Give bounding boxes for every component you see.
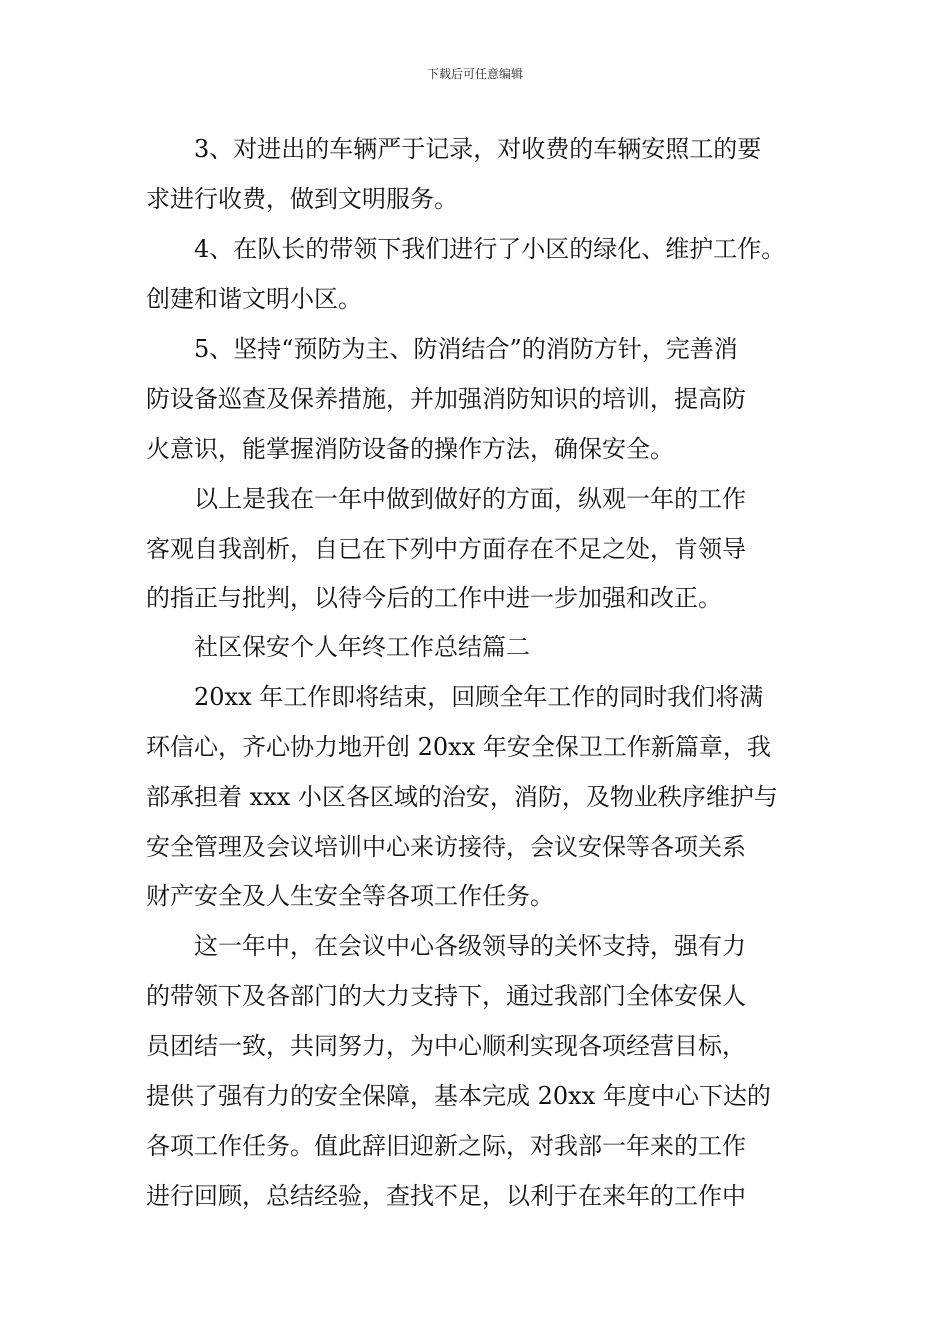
text-line: 部承担着 xxx 小区各区域的治安，消防，及物业秩序维护与 [146, 783, 778, 811]
text-line: 防设备巡查及保养措施，并加强消防知识的培训，提高防 [146, 385, 746, 413]
text-line: 员团结一致，共同努力，为中心顺利实现各项经营目标， [146, 1032, 746, 1060]
text-line: 环信心，齐心协力地开创 20xx 年安全保卫工作新篇章，我 [146, 733, 771, 761]
text-line: 火意识，能掌握消防设备的操作方法，确保安全。 [146, 435, 674, 463]
text-line: 财产安全及人生安全等各项工作任务。 [146, 882, 554, 910]
text-line: 的指正与批判，以待今后的工作中进一步加强和改正。 [146, 584, 722, 612]
text-line: 5、坚持“预防为主、防消结合”的消防方针，完善消 [194, 335, 738, 363]
section-heading: 社区保安个人年终工作总结篇二 [194, 633, 530, 661]
text-line: 创建和谐文明小区。 [146, 285, 362, 313]
text-line: 安全管理及会议培训中心来访接待，会议安保等各项关系 [146, 833, 746, 861]
text-line: 提供了强有力的安全保障，基本完成 20xx 年度中心下达的 [146, 1082, 771, 1110]
text-line: 这一年中，在会议中心各级领导的关怀支持，强有力 [194, 932, 746, 960]
text-line: 各项工作任务。值此辞旧迎新之际，对我部一年来的工作 [146, 1132, 746, 1160]
text-line: 以上是我在一年中做到做好的方面，纵观一年的工作 [194, 485, 746, 513]
text-line: 求进行收费，做到文明服务。 [146, 185, 458, 213]
text-line: 客观自我剖析，自已在下列中方面存在不足之处，肯领导 [146, 535, 746, 563]
text-line: 的带领下及各部门的大力支持下，通过我部门全体安保人 [146, 982, 746, 1010]
page-header: 下载后可任意编辑 [426, 67, 523, 81]
text-line: 4、在队长的带领下我们进行了小区的绿化、维护工作。 [194, 235, 786, 263]
text-line: 20xx 年工作即将结束，回顾全年工作的同时我们将满 [194, 683, 764, 711]
text-line: 进行回顾，总结经验，查找不足，以利于在来年的工作中 [146, 1182, 746, 1210]
text-line: 3、对进出的车辆严于记录，对收费的车辆安照工的要 [194, 135, 762, 163]
